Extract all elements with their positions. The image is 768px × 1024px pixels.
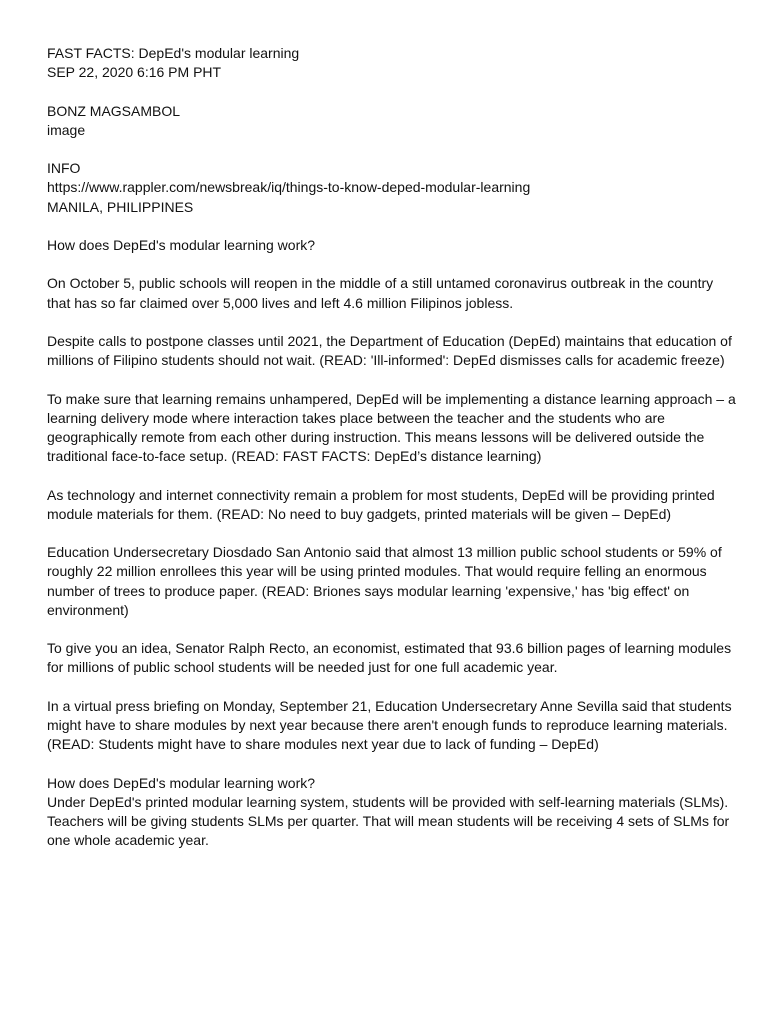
article-title: FAST FACTS: DepEd's modular learning — [47, 45, 300, 61]
article-paragraph: In a virtual press briefing on Monday, September 21, Education Undersecretary Anne Sevilla said that students might have to share modules by next year because there aren't enough funds to reproduce learning materials. (READ: Students might have to share modules next year due to lack of funding – DepEd) — [47, 697, 732, 753]
info-block — [47, 159, 737, 217]
article-paragraph: On October 5, public schools will reopen in the middle of a still untamed coronavirus outbreak in the country that has so far claimed over 5,000 lives and left 4.6 million Filipinos jobless. — [47, 275, 714, 311]
article-body — [47, 236, 737, 850]
article-paragraph: Education Undersecretary Diosdado San Antonio said that almost 13 million public school students or 59% of roughly 22 million enrollees this year will be using printed modules. That would require felling an enormous number of trees to produce paper. (READ: Briones says modular learning 'expensive,' has 'big effect' on environment) — [47, 544, 722, 618]
article-paragraph: To make sure that learning remains unhampered, DepEd will be implementing a distance learning approach – a learning delivery mode where interaction takes place between the teacher and the students who are geographically remote from each other during instruction. This means lessons will be delivered outside the traditional face-to-face setup. (READ: FAST FACTS: DepEd’s distance learning) — [47, 390, 736, 465]
image-label: image — [47, 121, 86, 138]
section-heading: How does DepEd's modular learning work? — [47, 236, 316, 253]
article-datetime: SEP 22, 2020 6:16 PM PHT — [47, 64, 222, 81]
article-paragraph: Despite calls to postpone classes until 2021, the Department of Education (DepEd) maintains that education of millions of Filipino students should not wait. (READ: 'Ill-informed': DepEd dismisses calls for academic freeze) — [47, 332, 732, 369]
author-name: BONZ MAGSAMBOL — [47, 102, 181, 119]
article-paragraph: Under DepEd's printed modular learning system, students will be provided with self-learning materials (SLMs). Teachers will be giving students SLMs per quarter. That will mean students will be receiving 4 sets of SLMs for one whole academic year. — [47, 793, 730, 849]
source-url: https://www.rappler.com/newsbreak/iq/things-to-know-deped-modular-learning — [47, 179, 531, 196]
article-header — [47, 44, 737, 82]
article-paragraph: To give you an idea, Senator Ralph Recto, an economist, estimated that 93.6 billion pages of learning modules for millions of public school students will be needed just for one full academic year. — [47, 640, 732, 676]
byline — [47, 102, 737, 140]
info-label: INFO — [47, 160, 81, 177]
document-page — [47, 44, 737, 870]
article-paragraph: As technology and internet connectivity remain a problem for most students, DepEd will be providing printed module materials for them. (READ: No need to buy gadgets, printed materials will be given – DepEd) — [47, 486, 715, 522]
section-heading: How does DepEd's modular learning work? — [47, 774, 316, 791]
dateline-location: MANILA, PHILIPPINES — [47, 198, 194, 215]
